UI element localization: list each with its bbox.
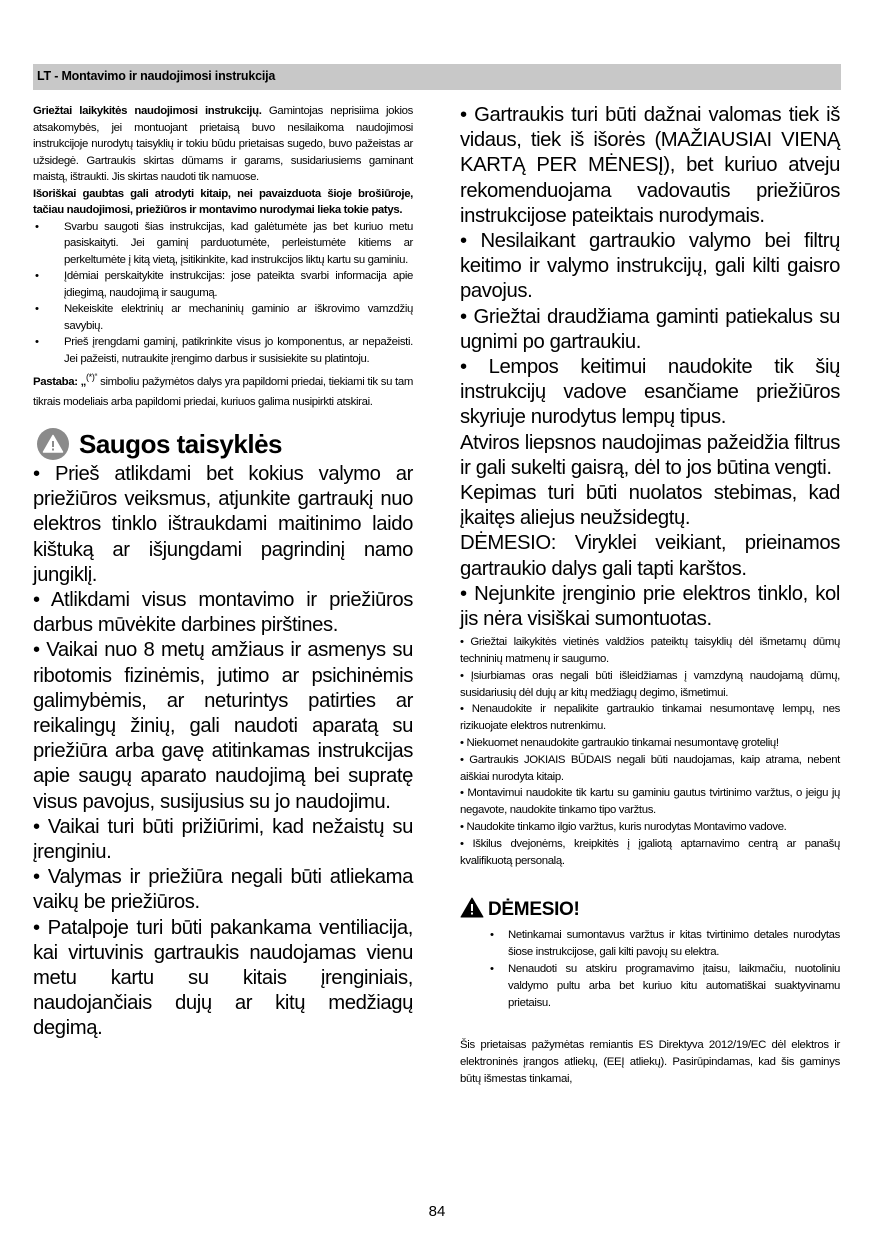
list-item-text: Svarbu saugoti šias instrukcijas, kad galėtumėte jas bet kuriuo metu pasiskaityti. Jei gaminį parduotumėte, perleistumėte kitiems ar perkeltumėte į kitą vietą, įsitikinkite, kad instrukcijos liktų kartu su gaminiu. [64,220,413,266]
safety-rule: • Patalpoje turi būti pakankama ventiliacija, kai virtuvinis gartraukis naudojamas vienu metu kartu su kitais įrenginiais, naudojančiais dujų ar kitų medžiagų degimą. [33,916,413,1040]
rule-paragraph: Kepimas turi būti nuolatos stebimas, kad įkaitęs aliejus neužsidegtų. [460,482,840,530]
intro-section [33,103,413,412]
list-item-text: Prieš įrengdami gaminį, patikrinkite visus jo komponentus, ar nepažeisti. Jei pažeisti, nutraukite įrengimo darbus ir susisiekite su platintoju. [64,336,413,365]
rule-paragraph: • Gartraukis turi būti dažnai valomas tiek iš vidaus, tiek iš išorės (MAŽIAUSIAI VIENĄ KARTĄ PER MĖNESĮ), bet kuriuo atveju rekomenduojama vadovautis priežiūros instrukcijose pateiktais nurodymais. [460,104,840,227]
header-bar [33,64,841,90]
note-open-quote: „ [80,376,87,388]
rule-item: • Nenaudokite ir nepalikite gartraukio tinkamai nesumontavę lempų, nes rizikuojate elektros nutrenkimu. [460,703,840,733]
rule-item: • Niekuomet nenaudokite gartraukio tinkamai nesumontavę grotelių! [460,737,779,750]
appearance-notice [33,186,413,219]
note-text: simboliu pažymėtos dalys yra papildomi priedai, tiekiami tik su tam tikrais modeliais arba papildomi priedai, kuriuos galima nusipirkti atskirai. [33,376,413,408]
intro-text: Gamintojas neprisiima jokios atsakomybės, jei montuojant prietaisą buvo nesilaikoma naudojimosi instrukcijoje nurodytų taisyklių ir tokiu būdu prietaisas sugedo, buvo pažeistas ar užsidegė. Gartraukis skirtas dūmams ir garams, susidariusiems gaminant maistą, ištraukti. Jis skirtas naudoti tik namuose. [33,105,413,183]
rule-item: • Įsiurbiamas oras negali būti išleidžiamas į vamzdyną naudojamą dūmų, susidariusių dėl dujų ar kitų medžiagų degimo, išmetimui. [460,669,840,699]
list-item [460,961,840,1011]
rule-item: • Iškilus dvejonėms, kreipkitės į įgaliotą aptarnavimo centrą ar panašų kvalifikuotą personalą. [460,837,840,867]
intro-paragraph [33,103,413,186]
rule-paragraph: • Lempos keitimui naudokite tik šių instrukcijų vadove esančiame priežiūros skyriuje nurodytus lempų tipus. [460,356,840,429]
list-item [33,334,413,367]
warning-triangle-in-circle-icon [37,428,69,460]
bullet-glyph: • [35,303,39,315]
bullet-glyph: • [35,270,39,282]
weee-paragraph: Šis prietaisas pažymėtas remiantis ES Direktyva 2012/19/EC dėl elektros ir elektroninės įrangos atliekų, (EEĮ atliekų). Pasirūpindamas, kad šis gaminys būtų išmestas tinkamai, [460,1039,840,1085]
installation-rules [460,634,840,869]
note-paragraph [33,367,413,412]
appearance-notice-text: Išoriškai gaubtas gali atrodyti kitaip, nei pavaizduota šioje brošiūroje, tačiau naudojimosi, priežiūros ir montavimo nurodymai lieka tokie patys. [33,187,413,216]
rule-paragraph: • Nesilaikant gartraukio valymo bei filtrų keitimo ir valymo instrukcijų, gali kilti gaisro pavojus. [460,230,840,303]
left-column [33,103,413,1042]
rule-paragraph: Atviros liepsnos naudojimas pažeidžia filtrus ir gali sukelti gaisrą, dėl to jos būtina vengti. [460,431,840,479]
safety-heading [33,426,413,462]
safety-rule: • Vaikai turi būti prižiūrimi, kad nežaistų su įrenginiu. [33,815,413,864]
rule-item: • Montavimui naudokite tik kartu su gaminiu gautus tvirtinimo varžtus, o jeigu jų negavote, naudokite tinkamo tipo varžtus. [460,787,840,817]
safety-rules [33,462,413,1042]
rule-item: • Gartraukis JOKIAIS BŪDAIS negali būti naudojamas, kaip atrama, nebent aiškiai nurodyta kitaip. [460,753,840,783]
rule-paragraph: • Nejunkite įrenginio prie elektros tinklo, kol jis nėra visiškai sumontuotas. [460,582,840,631]
attention-bullet-list [460,927,840,1011]
intro-bullet-list [33,219,413,368]
warning-triangle-icon [460,897,484,923]
safety-title: Saugos taisyklės [79,428,282,459]
list-item-text: Nenaudoti su atskiru programavimo įtaisu, laikmačiu, nuotoliniu valdymo pultu arba bet kuriuo kitu automatiškai suaktyvinamu prietaisu. [508,963,840,1009]
list-item-text: Įdėmiai perskaitykite instrukcijas: jose pateikta svarbi informacija apie įdiegimą, naudojimą ir saugumą. [64,270,413,299]
attention-title: DĖMESIO! [488,899,580,921]
bullet-glyph: • [490,929,494,942]
safety-rule: • Atlikdami visus montavimo ir priežiūros darbus mūvėkite darbines pirštines. [33,589,413,637]
attention-heading [460,897,840,923]
note-close-quote: “ [94,372,98,382]
bullet-glyph: • [490,963,494,976]
safety-rule: • Vaikai nuo 8 metų amžiaus ir asmenys su ribotomis fizinėmis, jutimo ar psichinėmis galimybėmis, ar neturintys patirties ar reikalingų žinių, gali naudoti aparatą su priežiūra arba gavę atitinkamas instrukcijas apie saugų aparato naudojimą bei supratę visus pavojus, susijusius su jo naudojimu. [33,639,413,813]
list-item [460,927,840,961]
intro-bold-lead: Griežtai laikykitės naudojimosi instrukcijų. [33,105,262,117]
right-column [460,103,840,1088]
bullet-glyph: • [35,220,39,233]
bullet-glyph: • [35,336,39,348]
rule-item: • Naudokite tinkamo ilgio varžtus, kuris nurodytas Montavimo vadove. [460,821,787,834]
safety-rule: • Prieš atlikdami bet kokius valymo ar priežiūros veiksmus, atjunkite gartraukį nuo elektros tinklo ištraukdami maitinimo laido kištuką ar išjungdami pagrindinį namo jungiklį. [33,463,413,586]
note-label: Pastaba: [33,376,78,388]
rule-paragraph: DĖMESIO: Viryklei veikiant, prieinamos gartraukio dalys gali tapti karštos. [460,532,840,580]
page-header-title: LT - Montavimo ir naudojimosi instrukcija [37,69,276,83]
list-item-text: Netinkamai sumontavus varžtus ir kitas tvirtinimo detales nurodytas šiose instrukcijose, gali kilti pavojų su elektra. [508,929,840,959]
safety-rule: • Valymas ir priežiūra negali būti atliekama vaikų be priežiūros. [33,866,413,914]
rule-paragraph: • Griežtai draudžiama gaminti patiekalus su ugnimi po gartraukiu. [460,305,840,353]
note-symbol: (*) [86,372,95,382]
list-item [33,219,413,269]
list-item [33,301,413,334]
list-item-text: Nekeiskite elektrinių ar mechaninių gaminio ar iškrovimo vamzdžių savybių. [64,303,413,332]
maintenance-rules [460,103,840,632]
page-number: 84 [428,1203,446,1220]
list-item [33,268,413,301]
rule-item: • Griežtai laikykitės vietinės valdžios pateiktų taisyklių dėl išmetamų dūmų techninių matmenų ir saugumo. [460,636,840,666]
